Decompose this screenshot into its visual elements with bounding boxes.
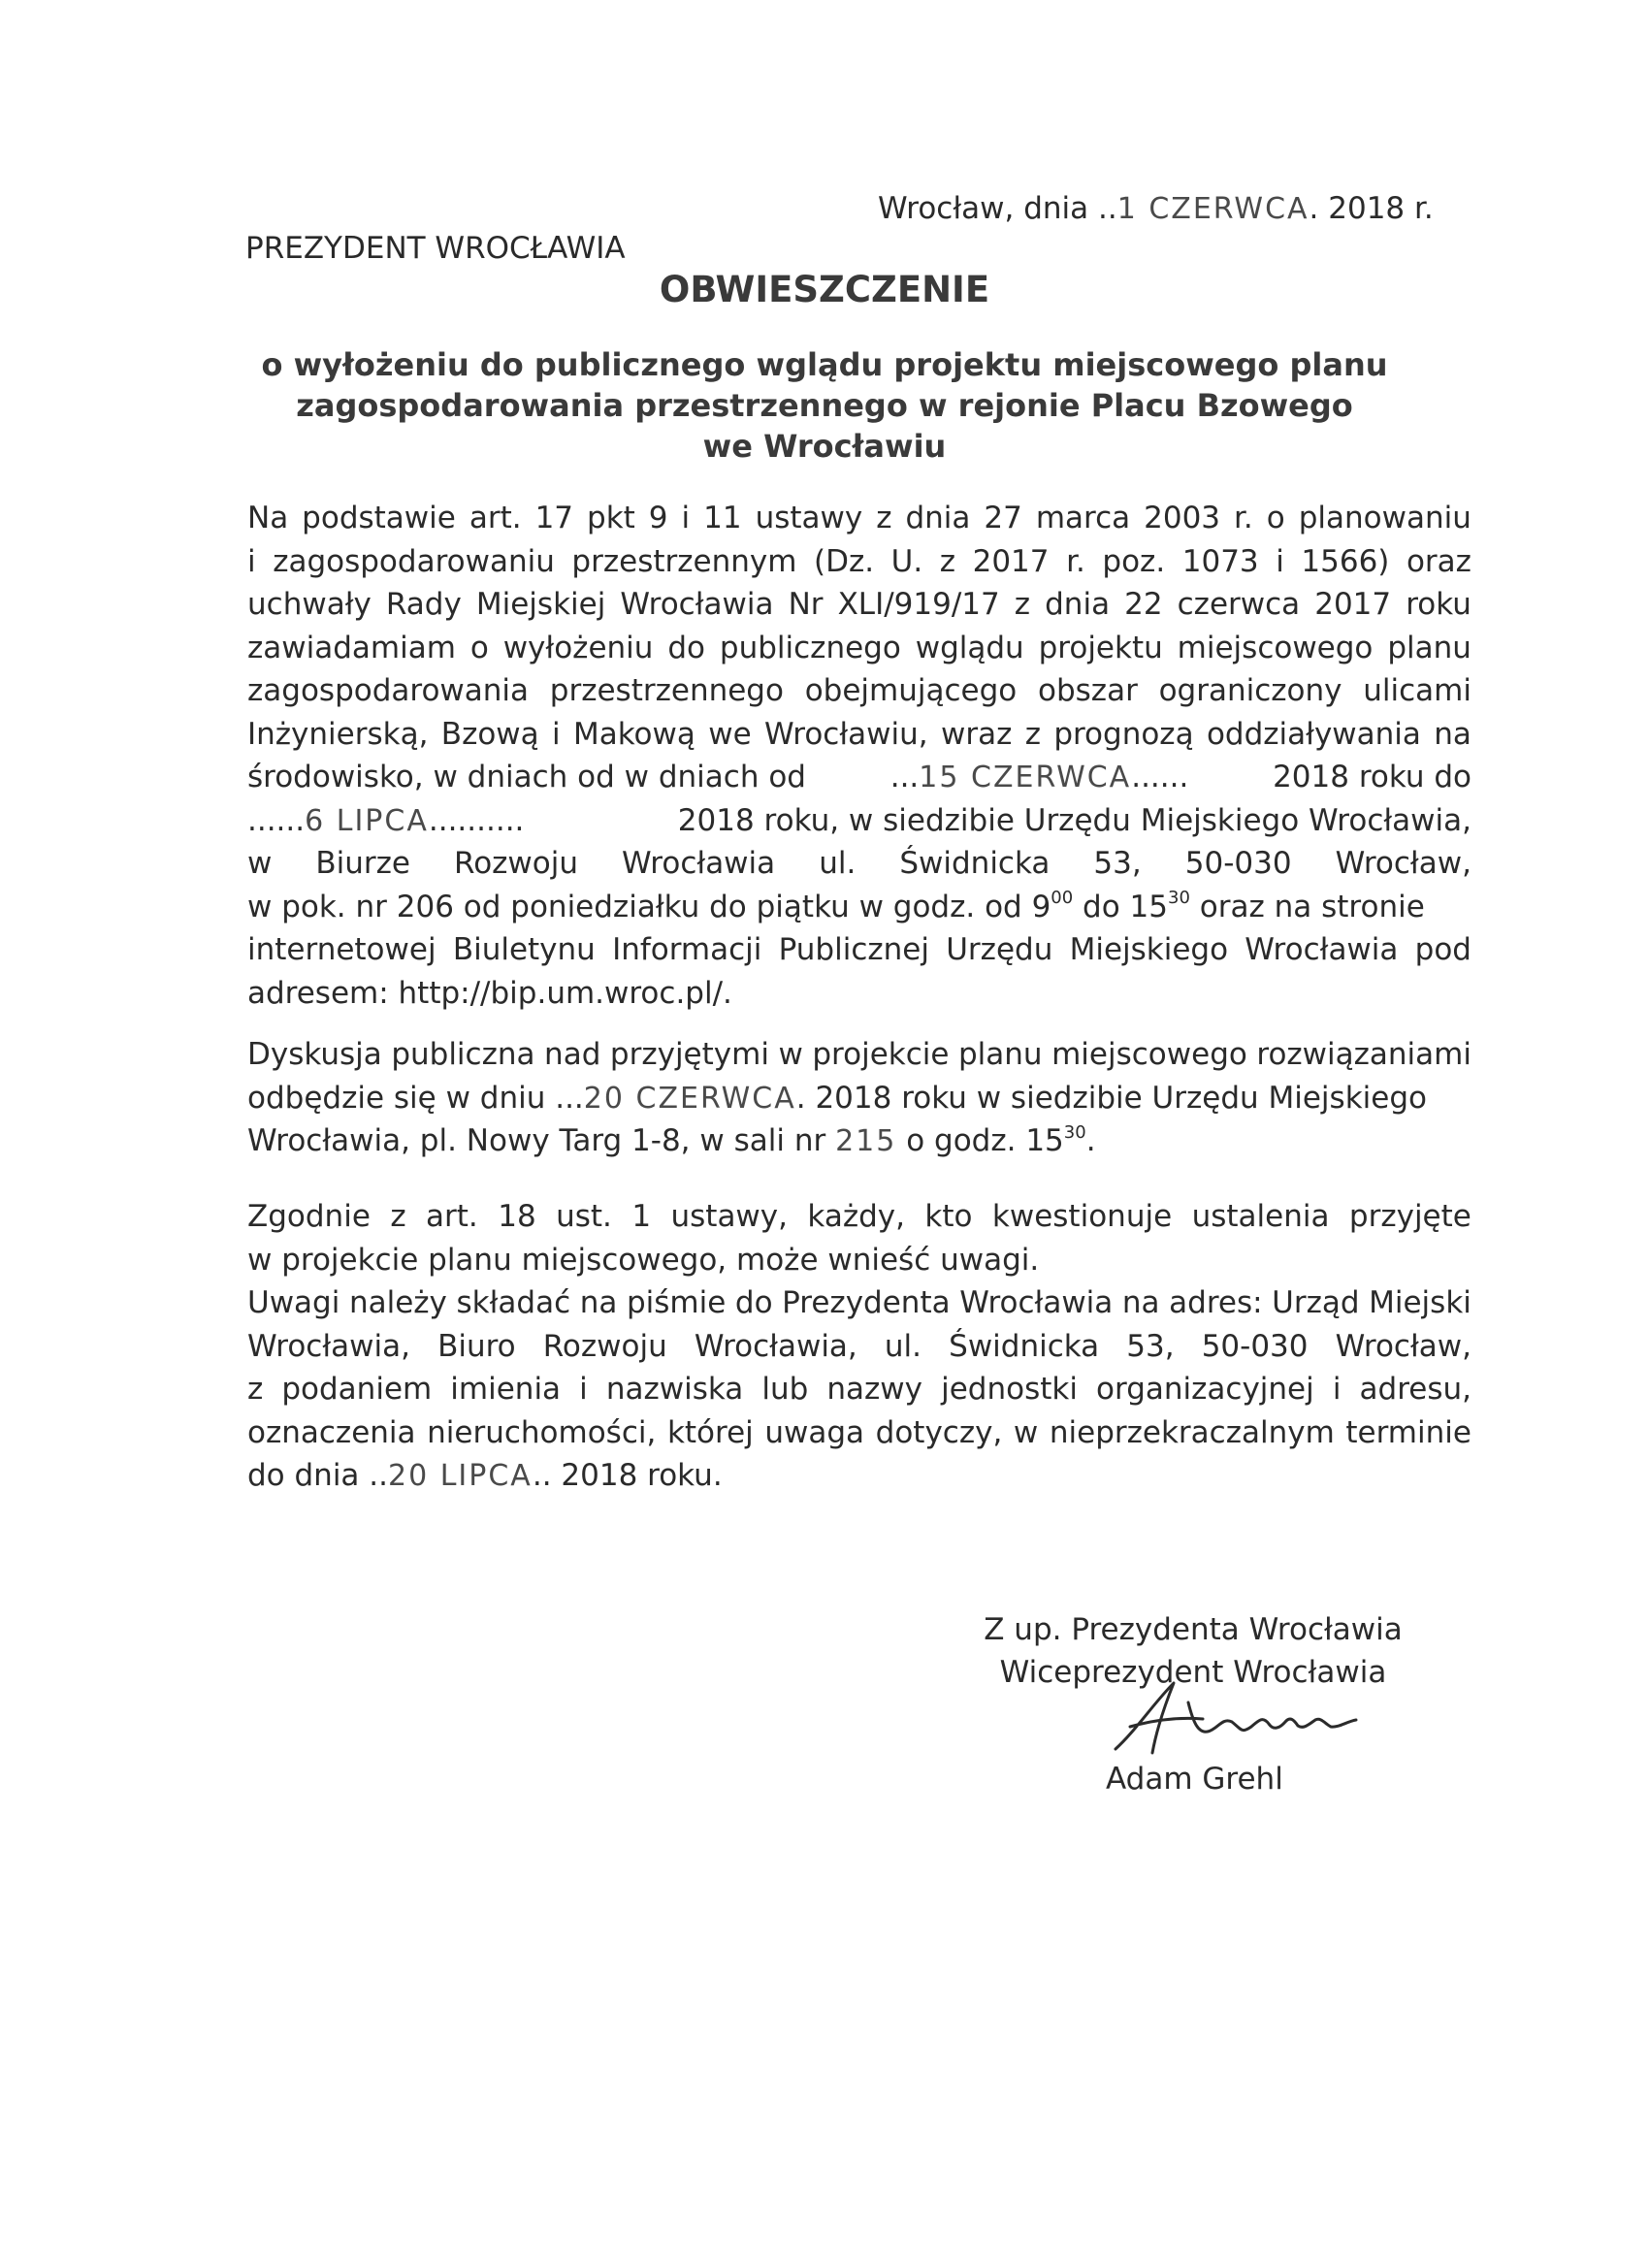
word: każdy,: [807, 1199, 905, 1234]
signature-line-2: Wiceprezydent Wrocławia: [999, 1655, 1387, 1690]
word: oddziaływania: [1206, 716, 1421, 752]
paragraph-discussion: [247, 1033, 1471, 1163]
word: rozwiązaniami: [1256, 1037, 1471, 1072]
word: oznaczenia: [247, 1414, 416, 1450]
word: piśmie: [626, 1285, 727, 1320]
text-part: oraz na stronie: [1189, 889, 1425, 924]
word: roku: [1406, 587, 1471, 622]
word: wglądu: [915, 630, 1024, 665]
word: 1: [631, 1199, 652, 1234]
word: Wrocławia: [1245, 932, 1399, 967]
word: Dyskusja: [247, 1037, 382, 1072]
word: planowaniu: [1298, 501, 1471, 535]
word: wraz: [940, 716, 1013, 752]
word: przyjętymi: [609, 1037, 769, 1072]
word: do: [734, 1285, 773, 1320]
text-line-room: [247, 1119, 1471, 1163]
text-part: o godz. 15: [896, 1123, 1064, 1158]
handwritten-signature-icon: [1096, 1673, 1406, 1766]
address-line: adresem: http://bip.um.wroc.pl/.: [247, 975, 732, 1011]
word: poz.: [1102, 543, 1166, 579]
word: miejscowego: [1177, 630, 1374, 665]
word: organizacyjnej: [1096, 1372, 1314, 1407]
word: przestrzennego: [549, 673, 784, 708]
text-line: [247, 669, 1471, 713]
word: Wrocławiu,: [764, 716, 928, 752]
handwritten-deadline-date: 20 LIPCA: [388, 1459, 533, 1493]
word: i: [247, 543, 256, 579]
text-line: [247, 540, 1471, 584]
word: Wrocław,: [1335, 1328, 1471, 1364]
word: 50-030: [1184, 846, 1292, 881]
text-line: [247, 928, 1471, 972]
word: Informacji: [612, 932, 762, 967]
word: ustawy,: [670, 1199, 788, 1234]
word: uchwały: [247, 587, 372, 622]
word: r.: [1066, 543, 1085, 579]
text-line-with-date: [247, 1454, 1471, 1498]
word: adres:: [1169, 1285, 1263, 1320]
word: z: [247, 1372, 264, 1407]
word: Inżynierską,: [247, 716, 429, 752]
word: o: [1266, 501, 1285, 535]
text-part: .: [1085, 1123, 1096, 1158]
word: terminie: [1345, 1414, 1471, 1450]
paragraph-remarks: [247, 1195, 1471, 1498]
text-part: w projekcie planu miejscowego, może wnieść uwagi.: [247, 1242, 1040, 1278]
word: 53,: [1093, 846, 1142, 881]
word: oraz: [1406, 543, 1471, 579]
text-line: [247, 1195, 1471, 1239]
word: XLI/919/17: [837, 587, 1000, 622]
word: ust.: [556, 1199, 612, 1234]
word: publicznego: [719, 630, 901, 665]
word: z: [939, 543, 956, 579]
word: dnia: [905, 501, 971, 535]
word: Wrocław,: [1335, 846, 1471, 881]
word: w: [778, 1037, 803, 1072]
text-line: [247, 1239, 1471, 1282]
word: uwaga: [764, 1414, 865, 1450]
text-line-with-date: [247, 756, 1471, 799]
word: i: [579, 1372, 588, 1407]
text-line: [247, 972, 1471, 1016]
text-part: . 2018 roku w siedzibie Urzędu Miejskiego: [795, 1080, 1427, 1116]
word: Uwagi: [247, 1285, 340, 1320]
word: 2017: [972, 543, 1050, 579]
word: w: [247, 846, 273, 881]
word: Makową: [572, 716, 695, 752]
word: lub: [761, 1372, 809, 1407]
text-part: .. 2018 roku.: [532, 1458, 723, 1493]
word: projekcie: [812, 1037, 950, 1072]
word: Urząd: [1272, 1285, 1360, 1320]
words-group: środowisko, w dniach od w dniach od: [247, 760, 806, 794]
handwritten-end-date: 6 LIPCA: [305, 803, 429, 838]
word: obszar: [1038, 673, 1138, 708]
issuer: PREZYDENT WROCŁAWIA: [245, 231, 626, 266]
word: z: [876, 501, 892, 535]
words-group: 2018 roku do: [1273, 760, 1471, 794]
word: Wrocławia: [620, 587, 774, 622]
dots: ......: [1131, 760, 1189, 794]
word: Wrocławia,: [247, 1328, 410, 1364]
word: 50-030: [1201, 1328, 1309, 1364]
text-line-with-date: [247, 1077, 1471, 1120]
word: pkt: [587, 501, 635, 535]
word: 11: [703, 501, 742, 535]
word: we: [708, 716, 752, 752]
deadline-text: [247, 1454, 723, 1498]
word: kto: [924, 1199, 973, 1234]
text-part: w pok. nr 206 od poniedziałku do piątku w godz. od 9: [247, 889, 1051, 924]
word: ograniczony: [1158, 673, 1342, 708]
word: wyłożeniu: [502, 630, 654, 665]
text-line: [247, 1033, 1471, 1077]
text-part: Wrocławia, pl. Nowy Targ 1-8, w sali nr: [247, 1123, 836, 1158]
text-line: [247, 583, 1471, 627]
word: marca: [1035, 501, 1131, 535]
word: Rozwoju: [454, 846, 579, 881]
signatory-name: Adam Grehl: [1106, 1762, 1283, 1797]
word: podaniem: [281, 1372, 433, 1407]
handwritten-field: [890, 756, 1189, 799]
word: nad: [544, 1037, 601, 1072]
document-subtitle: [0, 344, 1649, 467]
word: ustawy: [755, 501, 863, 535]
word: z: [1014, 587, 1031, 622]
word: publiczna: [391, 1037, 535, 1072]
place-date-suffix: . 2018 r.: [1309, 191, 1434, 226]
text-part: do dnia ..: [247, 1458, 388, 1493]
word: internetowej: [247, 932, 436, 967]
word: należy: [348, 1285, 447, 1320]
subtitle-line: we Wrocławiu: [702, 428, 947, 465]
word: czerwca: [1177, 587, 1301, 622]
word: Rady: [385, 587, 462, 622]
word: kwestionuje: [991, 1199, 1173, 1234]
word: przyjęte: [1348, 1199, 1471, 1234]
word: Wrocławia,: [694, 1328, 857, 1364]
word: planu: [957, 1037, 1043, 1072]
word: Prezydenta: [782, 1285, 951, 1320]
word: na: [579, 1285, 618, 1320]
document-title: OBWIESZCZENIE: [659, 269, 990, 310]
text-line-hours: [247, 886, 1471, 929]
word: prognozą: [1053, 716, 1194, 752]
word: Na: [247, 501, 289, 535]
handwritten-start-date: 15 CZERWCA: [919, 761, 1132, 794]
word: ul.: [819, 846, 857, 881]
word: i: [1276, 543, 1284, 579]
word: i: [1332, 1372, 1342, 1407]
word: Miejski: [1369, 1285, 1471, 1320]
word: ustalenia: [1191, 1199, 1330, 1234]
word: Miejskiej: [475, 587, 606, 622]
word: Biuro: [437, 1328, 516, 1364]
dots: ......: [247, 802, 306, 838]
word: miejscowego: [1051, 1037, 1247, 1072]
paragraph-announcement: [247, 497, 1471, 1015]
dots: ...: [889, 760, 920, 794]
word: podstawie: [302, 501, 456, 535]
word: obejmującego: [804, 673, 1018, 708]
word: 27: [984, 501, 1022, 535]
word: z: [390, 1199, 406, 1234]
superscript: 00: [1051, 888, 1074, 909]
word: na: [1434, 716, 1471, 752]
word: z: [1024, 716, 1041, 752]
word: Świdnicka: [899, 846, 1051, 881]
word: 1566): [1301, 543, 1390, 579]
text-part: do 15: [1073, 889, 1169, 924]
text-line: [247, 1368, 1471, 1411]
word: art.: [469, 501, 522, 535]
word: nazwy: [826, 1372, 923, 1407]
place-date-line: [878, 187, 1434, 231]
word: adresu,: [1359, 1372, 1471, 1407]
handwritten-discussion-date: 20 CZERWCA: [583, 1081, 796, 1116]
place-date-prefix: Wrocław, dnia ..: [878, 191, 1117, 226]
word: Wrocławia: [959, 1285, 1114, 1320]
word: 1073: [1181, 543, 1259, 579]
word: 9: [648, 501, 668, 535]
discussion-date-text: [247, 1077, 1427, 1120]
word: Zgodnie: [247, 1199, 371, 1234]
word: na: [1121, 1285, 1160, 1320]
word: imienia: [450, 1372, 562, 1407]
text-part: odbędzie się w dniu ...: [247, 1080, 584, 1116]
word: Świdnicka: [949, 1328, 1100, 1364]
handwritten-date: 1 CZERWCA: [1116, 192, 1310, 226]
word: (Dz.: [814, 543, 875, 579]
word: r.: [1234, 501, 1253, 535]
word: art.: [426, 1199, 478, 1234]
text-line: [247, 497, 1471, 540]
word: do: [667, 630, 705, 665]
word: 53,: [1126, 1328, 1175, 1364]
subtitle-line: zagospodarowania przestrzennego w rejonie Placu Bzowego: [296, 387, 1353, 424]
word: U.: [890, 543, 923, 579]
text-line: [247, 1325, 1471, 1369]
word: Nr: [788, 587, 824, 622]
word: i: [681, 501, 691, 535]
word: Rozwoju: [542, 1328, 667, 1364]
word: 2003: [1144, 501, 1221, 535]
word: ul.: [884, 1328, 922, 1364]
word: Publicznej: [778, 932, 929, 967]
handwritten-field: [247, 799, 524, 843]
handwritten-room-number: 215: [835, 1124, 897, 1158]
word: i: [552, 716, 561, 752]
word: 18: [498, 1199, 536, 1234]
word: 2017: [1314, 587, 1392, 622]
subtitle-line: o wyłożeniu do publicznego wglądu projektu miejscowego planu: [261, 346, 1388, 383]
word: Biurze: [315, 846, 411, 881]
word: Bzową: [440, 716, 539, 752]
word: 17: [534, 501, 574, 535]
text-line: [247, 627, 1471, 670]
word: ulicami: [1363, 673, 1471, 708]
text-line: [247, 1281, 1471, 1325]
word: zagospodarowania: [247, 673, 530, 708]
word: zawiadamiam: [247, 630, 456, 665]
word: planu: [1387, 630, 1471, 665]
word: projektu: [1038, 630, 1163, 665]
word: nazwiska: [605, 1372, 744, 1407]
word: zagospodarowaniu: [273, 543, 555, 579]
word: przestrzennym: [571, 543, 797, 579]
word: jednostki: [941, 1372, 1078, 1407]
dots: ..........: [428, 802, 525, 838]
text-line: [247, 842, 1471, 886]
word: pod: [1414, 932, 1471, 967]
word: dotyczy,: [875, 1414, 1003, 1450]
word: Miejskiego: [1069, 932, 1229, 967]
word: której: [666, 1414, 754, 1450]
word: nieprzekraczalnym: [1049, 1414, 1335, 1450]
word: 22: [1124, 587, 1163, 622]
word: nieruchomości,: [427, 1414, 657, 1450]
superscript: 30: [1168, 888, 1190, 909]
word: Biuletynu: [452, 932, 596, 967]
words-group: 2018 roku, w siedzibie Urzędu Miejskiego Wrocławia,: [677, 802, 1471, 838]
superscript: 30: [1063, 1121, 1086, 1143]
word: składać: [456, 1285, 571, 1320]
word: Wrocławia: [622, 846, 776, 881]
room-text: [247, 1119, 1096, 1163]
word: dnia: [1045, 587, 1111, 622]
signature-line-1: Z up. Prezydenta Wrocławia: [984, 1612, 1403, 1647]
word: o: [469, 630, 489, 665]
text-line: [247, 1411, 1471, 1455]
word: Urzędu: [946, 932, 1053, 967]
text-line-with-date: [247, 799, 1471, 843]
hours-text: [247, 886, 1425, 929]
text-line: [247, 713, 1471, 757]
word: w: [1013, 1414, 1039, 1450]
